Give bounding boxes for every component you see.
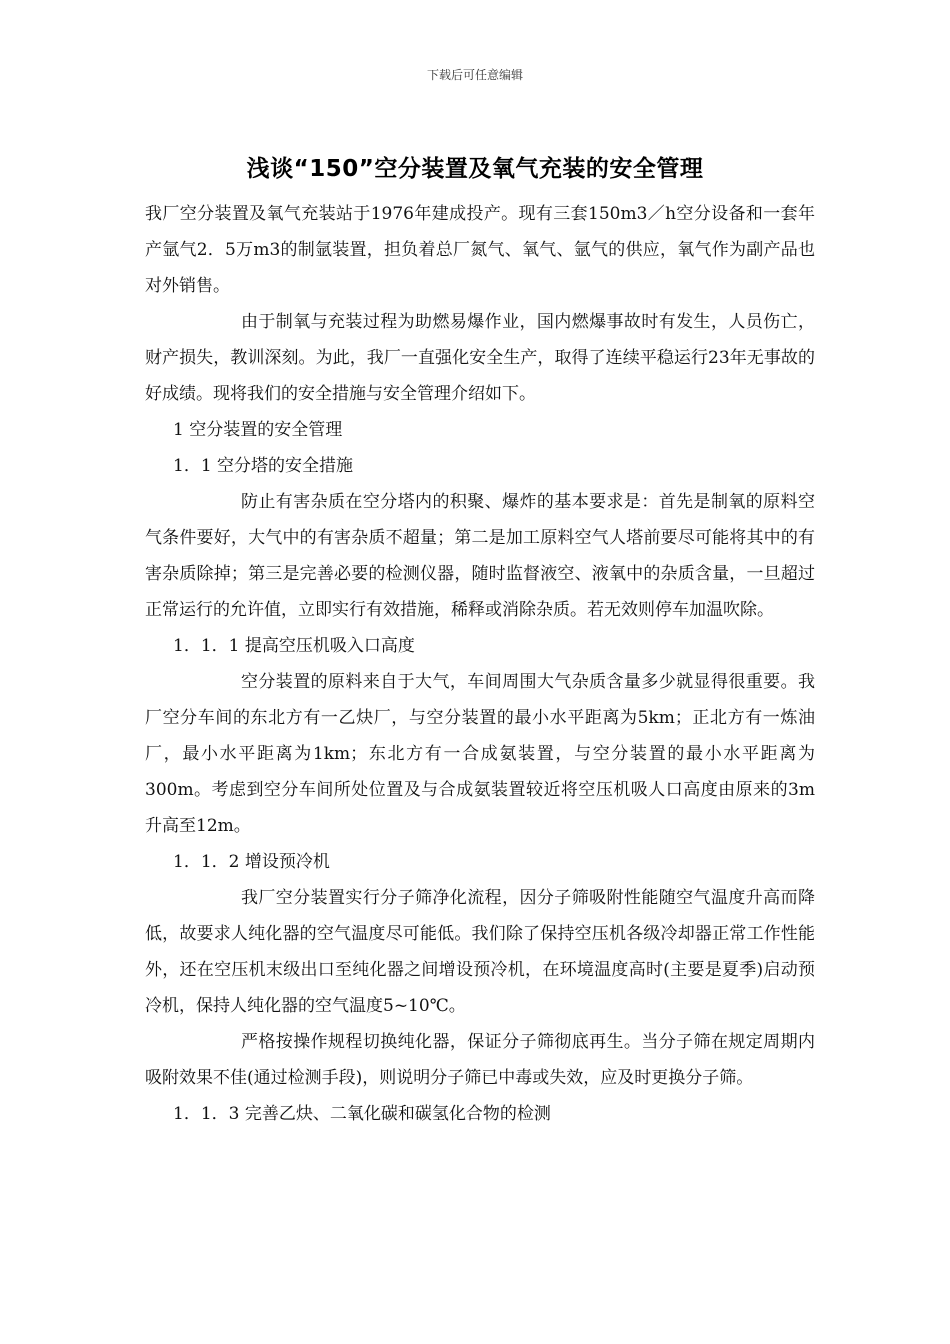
section-heading-1-1: 1．1 空分塔的安全措施 — [173, 456, 354, 476]
section-heading-1: 1 空分装置的安全管理 — [173, 420, 343, 440]
paragraph-safety-overview: 由于制氧与充装过程为助燃易爆作业，国内燃爆事故时有发生，人员伤亡，财产损失，教训深刻。为此，我厂一直强化安全生产，取得了连续平稳运行23年无事故的好成绩。现将我们的安全措施与安全管理介绍如下。 — [145, 312, 815, 404]
paragraph-intro: 我厂空分装置及氧气充装站于1976年建成投产。现有三套150m3／h空分设备和一套年产氩气2．5万m3的制氩装置，担负着总厂氮气、氧气、氩气的供应，氧气作为副产品也对外销售。 — [145, 204, 815, 296]
paragraph-impurity-prevention: 防止有害杂质在空分塔内的积聚、爆炸的基本要求是：首先是制氧的原料空气条件要好，大气中的有害杂质不超量；第二是加工原料空气人塔前要尽可能将其中的有害杂质除掉；第三是完善必要的检测仪器，随时监督液空、液氧中的杂质含量，一旦超过正常运行的允许值，立即实行有效措施，稀释或消除杂质。若无效则停车加温吹除。 — [145, 492, 815, 620]
paragraph-intake-height: 空分装置的原料来自于大气，车间周围大气杂质含量多少就显得很重要。我厂空分车间的东北方有一乙炔厂，与空分装置的最小水平距离为5km；正北方有一炼油厂，最小水平距离为1km；东北方有一合成氨装置，与空分装置的最小水平距离为300m。考虑到空分车间所处位置及与合成氨装置较近将空压机吸人口高度由原来的3m升高至12m。 — [145, 672, 815, 836]
section-heading-1-1-2: 1．1．2 增设预冷机 — [173, 852, 330, 872]
document-body — [145, 196, 815, 1132]
paragraph-precooler: 我厂空分装置实行分子筛净化流程，因分子筛吸附性能随空气温度升高而降低，故要求人纯化器的空气温度尽可能低。我们除了保持空压机各级冷却器正常工作性能外，还在空压机末级出口至纯化器之间增设预冷机，在环境温度高时(主要是夏季)启动预冷机，保持人纯化器的空气温度5~10℃。 — [145, 888, 815, 1016]
paragraph-purifier-switch: 严格按操作规程切换纯化器，保证分子筛彻底再生。当分子筛在规定周期内吸附效果不佳(通过检测手段)，则说明分子筛已中毒或失效，应及时更换分子筛。 — [145, 1032, 815, 1088]
section-heading-1-1-1: 1．1．1 提高空压机吸入口高度 — [173, 636, 415, 656]
page-header-note: 下载后可任意编辑 — [426, 68, 523, 82]
document-title: 浅谈“150”空分装置及氧气充装的安全管理 — [246, 156, 704, 182]
section-heading-1-1-3: 1．1．3 完善乙炔、二氧化碳和碳氢化合物的检测 — [173, 1104, 551, 1124]
